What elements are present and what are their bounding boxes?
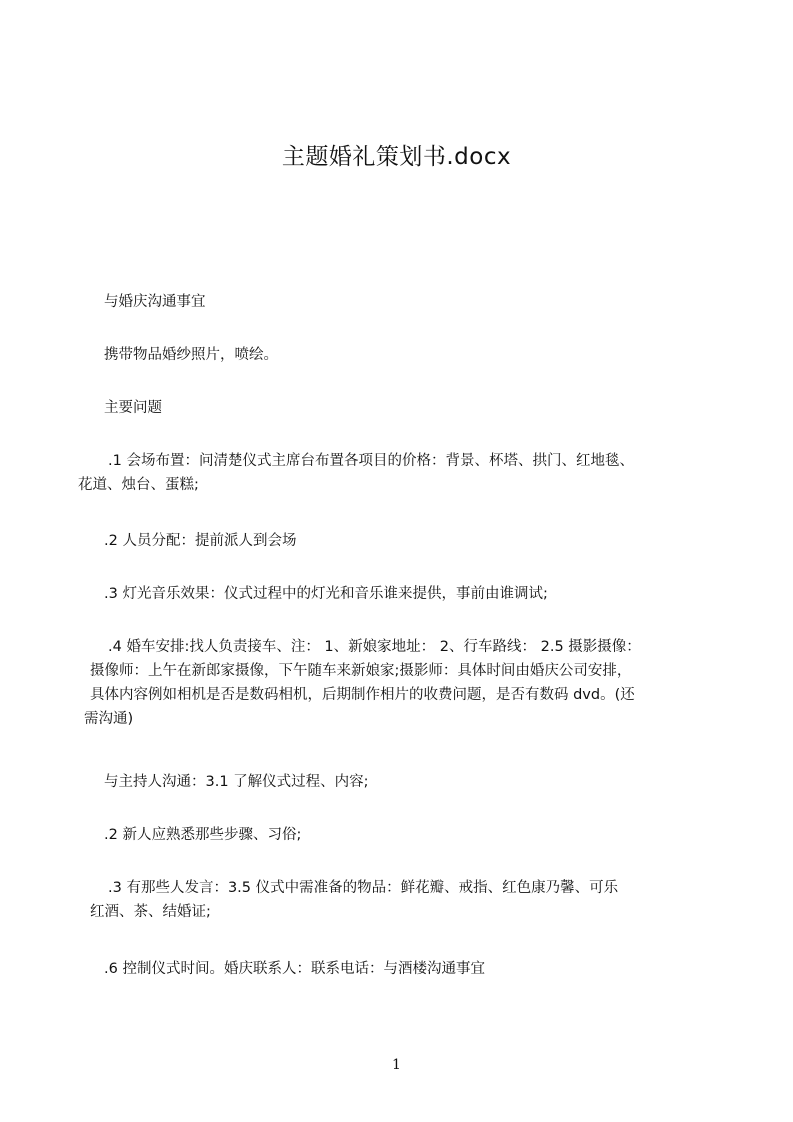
paragraph-line: 红酒、茶、结婚证; [90,904,211,920]
paragraph-line: 需沟通) [84,711,134,727]
paragraph-line: .4 婚车安排:找人负责接车、注： 1、新娘家地址： 2、行车路线： 2.5 摄影摄像： [108,639,641,655]
paragraph-venue-layout [78,449,724,497]
paragraph-customs [104,823,724,847]
page-number: 1 [392,1057,401,1073]
paragraph-line: 摄像师：上午在新郎家摄像，下午随车来新娘家;摄影师：具体时间由婚庆公司安排， [90,663,632,679]
paragraph-line: .3 灯光音乐效果：仪式过程中的灯光和音乐谁来提供，事前由谁调试; [104,586,548,602]
paragraph-speakers-items [90,876,724,924]
paragraph-lighting-music [104,582,724,606]
paragraph-wedding-company [104,290,724,314]
paragraph-line: 与婚庆沟通事宜 [104,294,206,310]
paragraph-line: 携带物品婚纱照片，喷绘。 [104,347,278,363]
paragraph-main-issues [104,396,724,420]
paragraph-line: .2 新人应熟悉那些步骤、习俗; [104,827,302,843]
paragraph-line: 与主持人沟通：3.1 了解仪式过程、内容; [104,774,369,790]
paragraph-ceremony-time [104,957,724,981]
paragraph-line: .3 有那些人发言：3.5 仪式中需准备的物品：鲜花瓣、戒指、红色康乃馨、可乐 [108,880,619,896]
paragraph-host-communication [104,770,724,794]
paragraph-staff-allocation [104,529,724,553]
paragraph-line: .1 会场布置：问清楚仪式主席台布置各项目的价格：背景、杯塔、拱门、红地毯、 [108,453,634,469]
paragraph-line: 具体内容例如相机是否是数码相机，后期制作相片的收费问题，是否有数码 dvd。(还 [90,687,635,703]
paragraph-wedding-car [84,635,724,731]
paragraph-line: 花道、烛台、蛋糕; [78,477,199,493]
paragraph-line: 主要问题 [104,400,162,416]
document-title: 主题婚礼策划书.docx [281,144,512,170]
paragraph-items-to-bring [104,343,724,367]
paragraph-line: .6 控制仪式时间。婚庆联系人：联系电话：与酒楼沟通事宜 [104,961,485,977]
paragraph-line: .2 人员分配：提前派人到会场 [104,533,297,549]
